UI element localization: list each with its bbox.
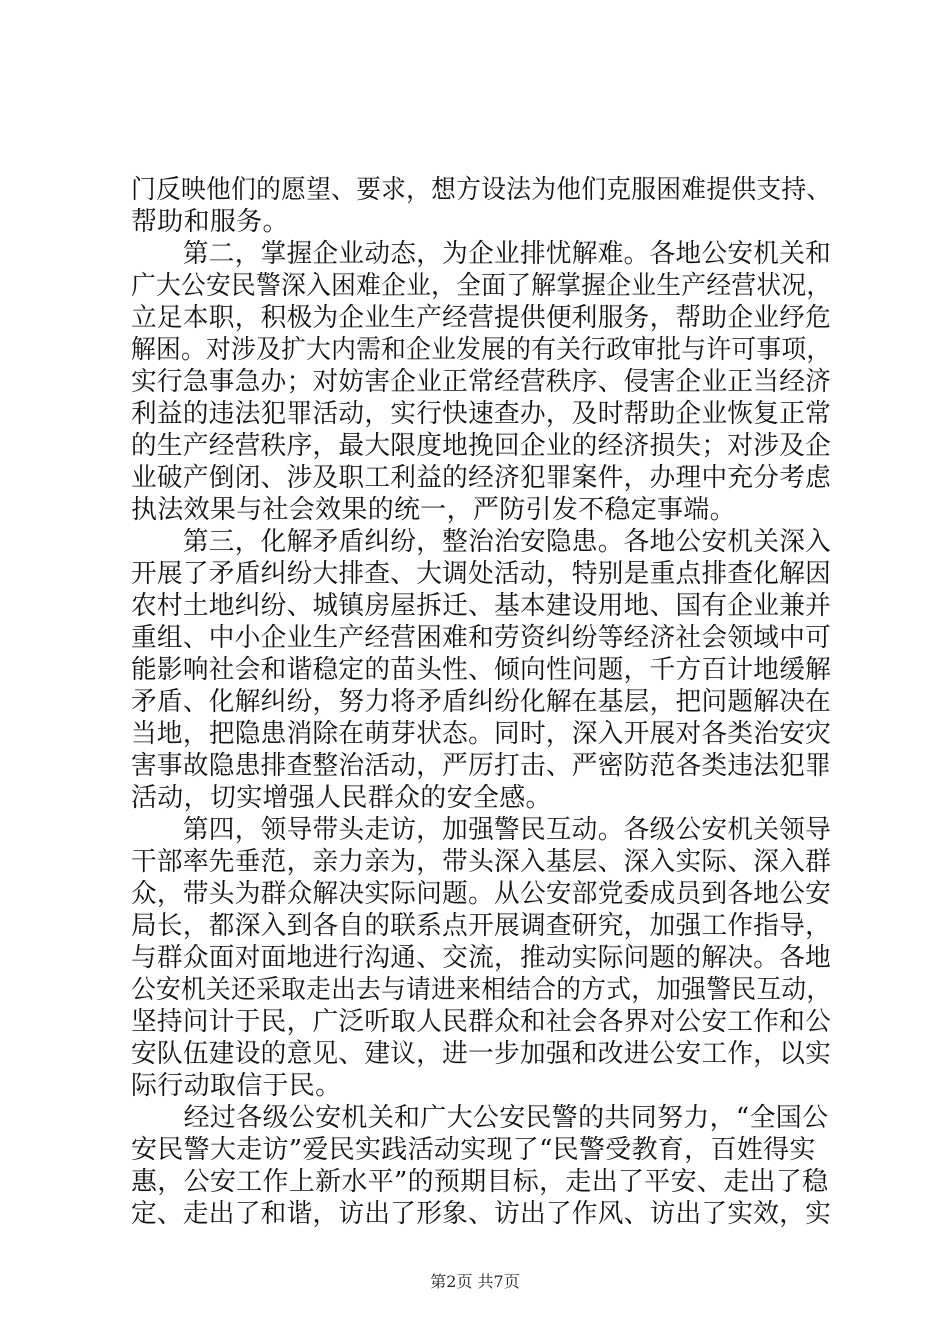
text-line: 门反映他们的愿望、要求，想方设法为他们克服困难提供支持、 xyxy=(131,175,832,205)
text-line: 安民警大走访”爱民实践活动实现了“民警受教育，百姓得实 xyxy=(131,1135,816,1165)
text-line: 安队伍建设的意见、建议，进一步加强和改进公安工作，以实 xyxy=(131,1039,832,1069)
text-line: 与群众面对面地进行沟通、交流，推动实际问题的解决。各地 xyxy=(131,943,832,973)
text-line: 重组、中小企业生产经营困难和劳资纠纷等经济社会领域中可 xyxy=(131,623,832,653)
text-line: 坚持问计于民，广泛听取人民群众和社会各界对公安工作和公 xyxy=(131,1007,832,1037)
text-line: 农村土地纠纷、城镇房屋拆迁、基本建设用地、国有企业兼并 xyxy=(131,591,832,621)
text-line: 际行动取信于民。 xyxy=(131,1071,342,1101)
text-line: 立足本职，积极为企业生产经营提供便利服务，帮助企业纾危 xyxy=(131,303,832,333)
text-line: 当地，把隐患消除在萌芽状态。同时，深入开展对各类治安灾 xyxy=(131,719,832,749)
text-line: 开展了矛盾纠纷大排查、大调处活动，特别是重点排查化解因 xyxy=(131,559,832,589)
text-line: 第三，化解矛盾纠纷，整治治安隐患。各地公安机关深入 xyxy=(131,527,832,557)
text-line: 广大公安民警深入困难企业，全面了解掌握企业生产经营状况， xyxy=(131,271,832,301)
text-line: 矛盾、化解纠纷，努力将矛盾纠纷化解在基层，把问题解决在 xyxy=(131,687,832,717)
text-line: 众，带头为群众解决实际问题。从公安部党委成员到各地公安 xyxy=(131,879,832,909)
text-line: 能影响社会和谐稳定的苗头性、倾向性问题，千方百计地缓解 xyxy=(131,655,832,685)
text-line: 解困。对涉及扩大内需和企业发展的有关行政审批与许可事项， xyxy=(131,335,832,365)
text-line: 帮助和服务。 xyxy=(131,207,289,237)
text-line: 第四，领导带头走访，加强警民互动。各级公安机关领导 xyxy=(131,815,832,845)
text-line: 的生产经营秩序，最大限度地挽回企业的经济损失；对涉及企 xyxy=(131,431,832,461)
text-line: 经过各级公安机关和广大公安民警的共同努力，“全国公 xyxy=(131,1103,829,1133)
text-line: 干部率先垂范，亲力亲为，带头深入基层、深入实际、深入群 xyxy=(131,847,832,877)
text-line: 害事故隐患排查整治活动，严厉打击、严密防范各类违法犯罪 xyxy=(131,751,832,781)
text-line: 局长，都深入到各自的联系点开展调查研究，加强工作指导， xyxy=(131,911,832,941)
text-line: 实行急事急办；对妨害企业正常经营秩序、侵害企业正当经济 xyxy=(131,367,832,397)
text-line: 业破产倒闭、涉及职工利益的经济犯罪案件，办理中充分考虑 xyxy=(131,463,832,493)
text-line: 定、走出了和谐，访出了形象、访出了作风、访出了实效，实 xyxy=(131,1199,832,1229)
text-line: 活动，切实增强人民群众的安全感。 xyxy=(131,783,552,813)
text-line: 公安机关还采取走出去与请进来相结合的方式，加强警民互动， xyxy=(131,975,832,1005)
page-number-footer: 第2页 共7页 xyxy=(430,1272,520,1291)
text-line: 惠，公安工作上新水平”的预期目标，走出了平安、走出了稳 xyxy=(131,1167,829,1197)
text-line: 利益的违法犯罪活动，实行快速查办，及时帮助企业恢复正常 xyxy=(131,399,832,429)
text-line: 第二，掌握企业动态，为企业排忧解难。各地公安机关和 xyxy=(131,239,832,269)
text-line: 执法效果与社会效果的统一，严防引发不稳定事端。 xyxy=(131,495,736,525)
